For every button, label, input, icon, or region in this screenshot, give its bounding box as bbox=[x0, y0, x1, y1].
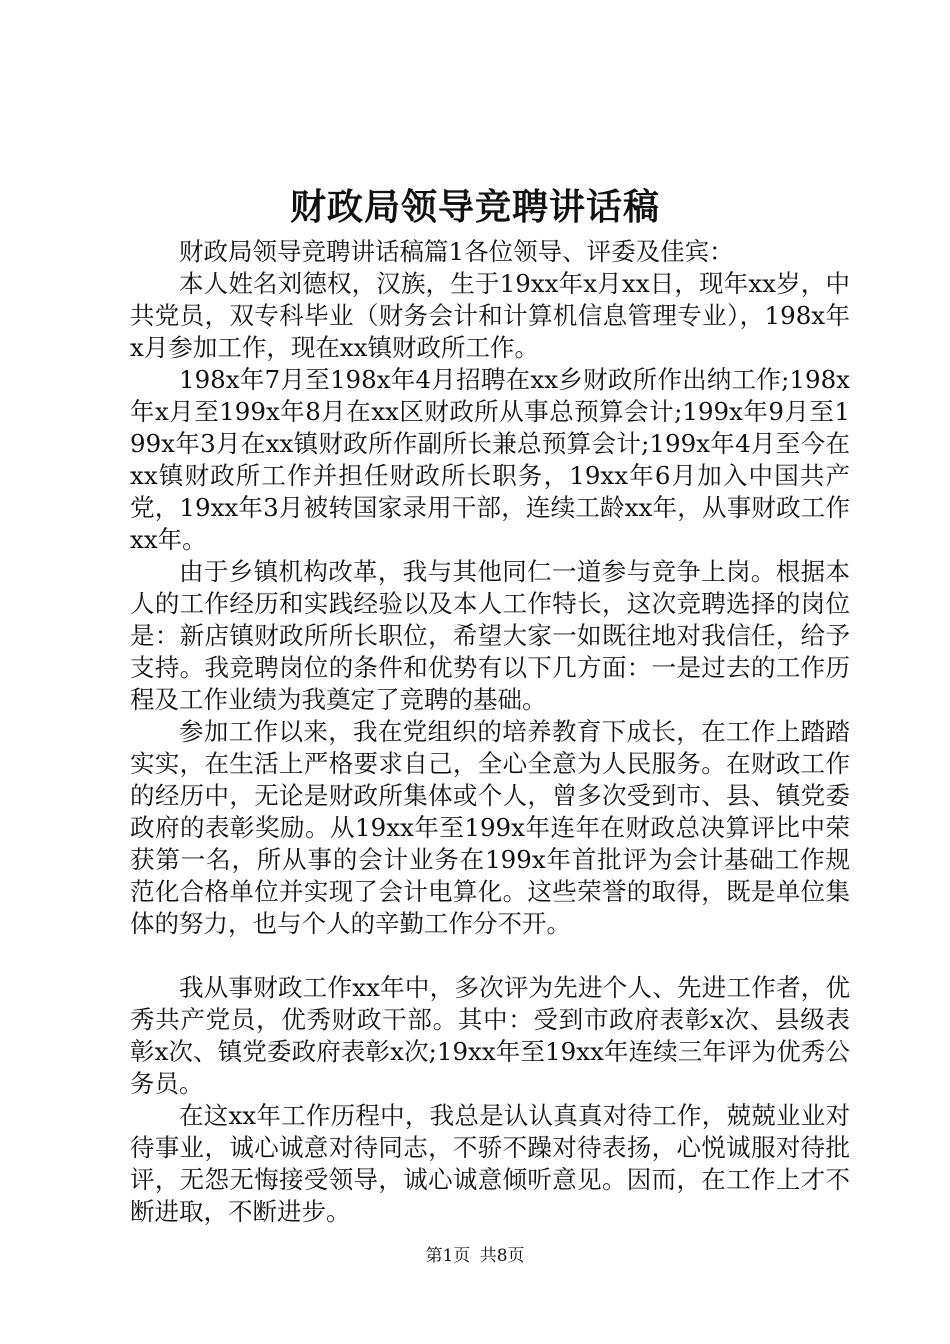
paragraph-honors: 我从事财政工作xx年中，多次评为先进个人、先进工作者，优秀共产党员，优秀财政干部。其中：受到市政府表彰x次、县级表彰x次、镇党委政府表彰x次;19xx年至19xx年连续三年评为优秀公务员。 bbox=[130, 973, 850, 1098]
paragraph-achievements: 参加工作以来，我在党组织的培养教育下成长，在工作上踏踏实实，在生活上严格要求自己，全心全意为人民服务。在财政工作的经历中，无论是财政所集体或个人，曾多次受到市、县、镇党委政府的表彰奖励。从19xx年至199x年连年在财政总决算评比中荣获第一名，所从事的会计业务在199x年首批评为会计基础工作规范化合格单位并实现了会计电算化。这些荣誉的取得，既是单位集体的努力，也与个人的辛勤工作分不开。 bbox=[130, 717, 850, 938]
document-title: 财政局领导竞聘讲话稿 bbox=[289, 186, 660, 228]
page-number-footer: 第1页 共8页 bbox=[425, 1246, 525, 1266]
document-body bbox=[130, 236, 850, 1228]
paragraph-work-history: 198x年7月至198x年4月招聘在xx乡财政所作出纳工作;198x年x月至199x年8月在xx区财政所从事总预算会计;199x年9月至199x年3月在xx镇财政所作副所长兼总预算会计;199x年4月至今在xx镇财政所工作并担任财政所长职务，19xx年6月加入中国共产党，19xx年3月被转国家录用干部，连续工龄xx年，从事财政工作xx年。 bbox=[130, 365, 850, 554]
paragraph-personal-info: 本人姓名刘德权，汉族，生于19xx年x月xx日，现年xx岁，中共党员，双专科毕业（财务会计和计算机信息管理专业），198x年x月参加工作，现在xx镇财政所工作。 bbox=[130, 269, 850, 362]
paragraph-greeting: 财政局领导竞聘讲话稿篇1各位领导、评委及佳宾： bbox=[179, 237, 734, 266]
paragraph-position-applied: 由于乡镇机构改革，我与其他同仁一道参与竞争上岗。根据本人的工作经历和实践经验以及本人工作特长，这次竞聘选择的岗位是：新店镇财政所所长职位，希望大家一如既往地对我信任，给予支持。我竞聘岗位的条件和优势有以下几方面：一是过去的工作历程及工作业绩为我奠定了竞聘的基础。 bbox=[130, 557, 850, 714]
paragraph-attitude: 在这xx年工作历程中，我总是认认真真对待工作，兢兢业业对待事业，诚心诚意对待同志，不骄不躁对待表扬，心悦诚服对待批评，无怨无悔接受领导，诚心诚意倾听意见。因而，在工作上才不断进取，不断进步。 bbox=[130, 1101, 850, 1226]
